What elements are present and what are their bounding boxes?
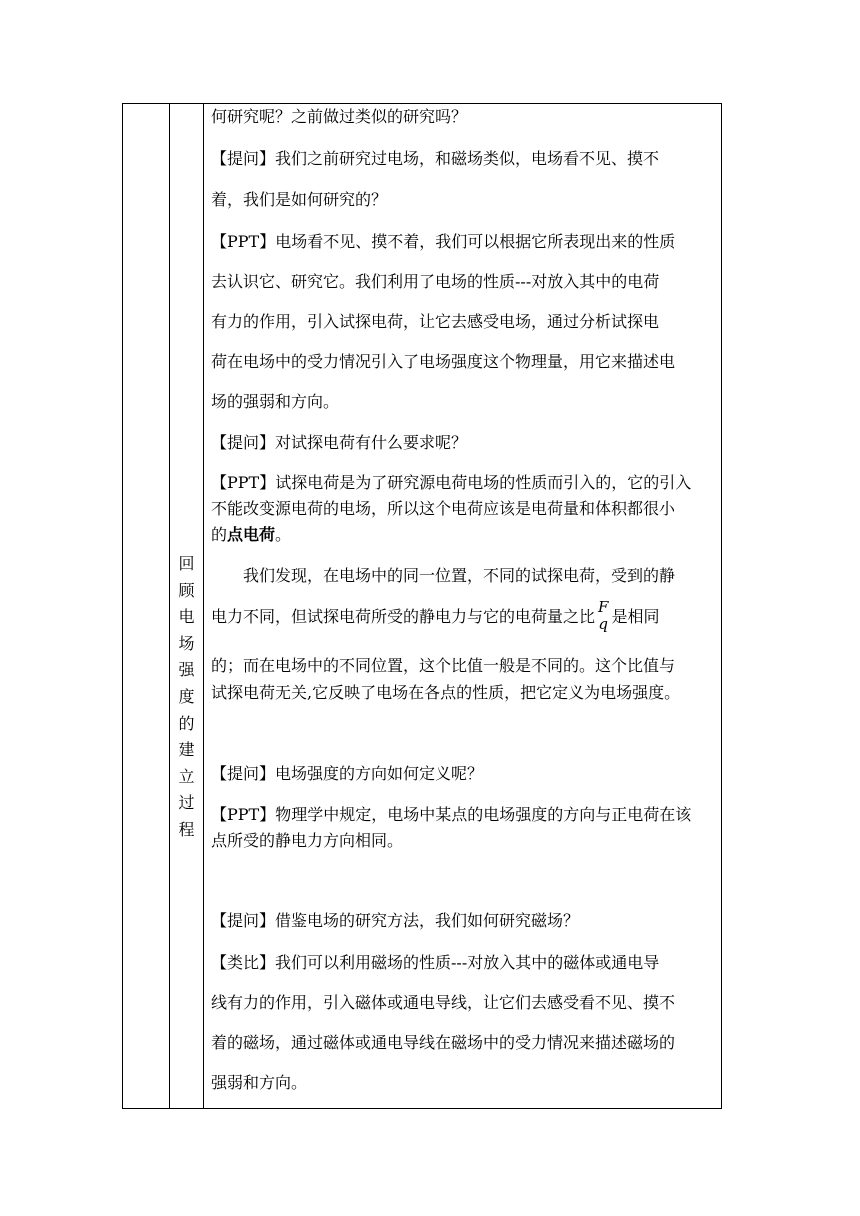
text-line: 荷在电场中的受力情况引入了电场强度这个物理量，用它来描述电	[211, 352, 676, 371]
text-line: 线有力的作用，引入磁体或通电导线，让它们去感受看不见、摸不	[211, 993, 676, 1012]
section-label-char: 建	[178, 740, 195, 760]
section-label	[170, 551, 203, 844]
section-label-char: 度	[178, 686, 195, 706]
section-label-char: 顾	[178, 580, 195, 600]
text-line: 【提问】借鉴电场的研究方法，我们如何研究磁场？	[211, 911, 580, 930]
text-line	[211, 525, 291, 545]
text-line: 【提问】我们之前研究过电场，和磁场类似，电场看不见、摸不	[211, 149, 660, 168]
text-line: 【类比】我们可以利用磁场的性质---对放入其中的磁体或通电导	[211, 953, 660, 972]
text-line: 有力的作用，引入试探电荷，让它去感受电场，通过分析试探电	[211, 312, 660, 331]
section-label-char: 立	[178, 766, 195, 786]
bold-term: 点电荷	[227, 525, 276, 544]
text-run: 。	[275, 525, 292, 544]
text-run: 电力不同，但试探电荷所受的静电力与它的电荷量之比	[211, 607, 596, 626]
text-line: 去认识它、研究它。我们利用了电场的性质---对放入其中的电荷	[211, 272, 660, 291]
text-line: 试探电荷无关,它反映了电场在各点的性质，把它定义为电场强度。	[211, 683, 681, 702]
section-label-char: 回	[178, 554, 195, 573]
text-line: 点所受的静电力方向相同。	[211, 831, 404, 850]
section-label-char: 电	[178, 607, 195, 627]
column-divider	[203, 104, 204, 1108]
lesson-table	[122, 103, 722, 1109]
text-line: 强弱和方向。	[211, 1073, 308, 1092]
text-line: 我们发现，在电场中的同一位置，不同的试探电荷，受到的静	[243, 566, 676, 585]
text-line: 【提问】电场强度的方向如何定义呢？	[211, 764, 484, 783]
text-line: 着的磁场，通过磁体或通电导线在磁场中的受力情况来描述磁场的	[211, 1033, 676, 1052]
fraction-denominator: q	[598, 614, 609, 633]
text-line: 不能改变源电荷的电场，所以这个电荷应该是电荷量和体积都很小	[211, 499, 676, 518]
text-line: 【PPT】物理学中规定，电场中某点的电场强度的方向与正电荷在该	[211, 805, 692, 824]
text-run: 是相同	[611, 607, 660, 626]
section-label-char: 程	[178, 819, 195, 839]
fraction-f-over-q	[598, 599, 608, 633]
text-line: 着，我们是如何研究的？	[211, 190, 388, 209]
section-label-char: 过	[178, 793, 195, 813]
section-label-char: 强	[178, 660, 195, 680]
fraction-numerator: F	[598, 597, 609, 616]
text-line: 的；而在电场中的不同位置，这个比值一般是不同的。这个比值与	[211, 656, 676, 675]
text-run: 的	[211, 525, 228, 544]
text-line: 何研究呢？之前做过类似的研究吗？	[211, 107, 468, 126]
text-line	[211, 597, 660, 635]
text-line: 【PPT】电场看不见、摸不着，我们可以根据它所表现出来的性质	[211, 232, 676, 251]
text-line: 【PPT】试探电荷是为了研究源电荷电场的性质而引入的，它的引入	[211, 473, 692, 492]
section-label-char: 的	[178, 713, 195, 733]
text-line: 【提问】对试探电荷有什么要求呢？	[211, 433, 468, 452]
text-line: 场的强弱和方向。	[211, 392, 340, 411]
section-label-char: 场	[178, 633, 195, 653]
